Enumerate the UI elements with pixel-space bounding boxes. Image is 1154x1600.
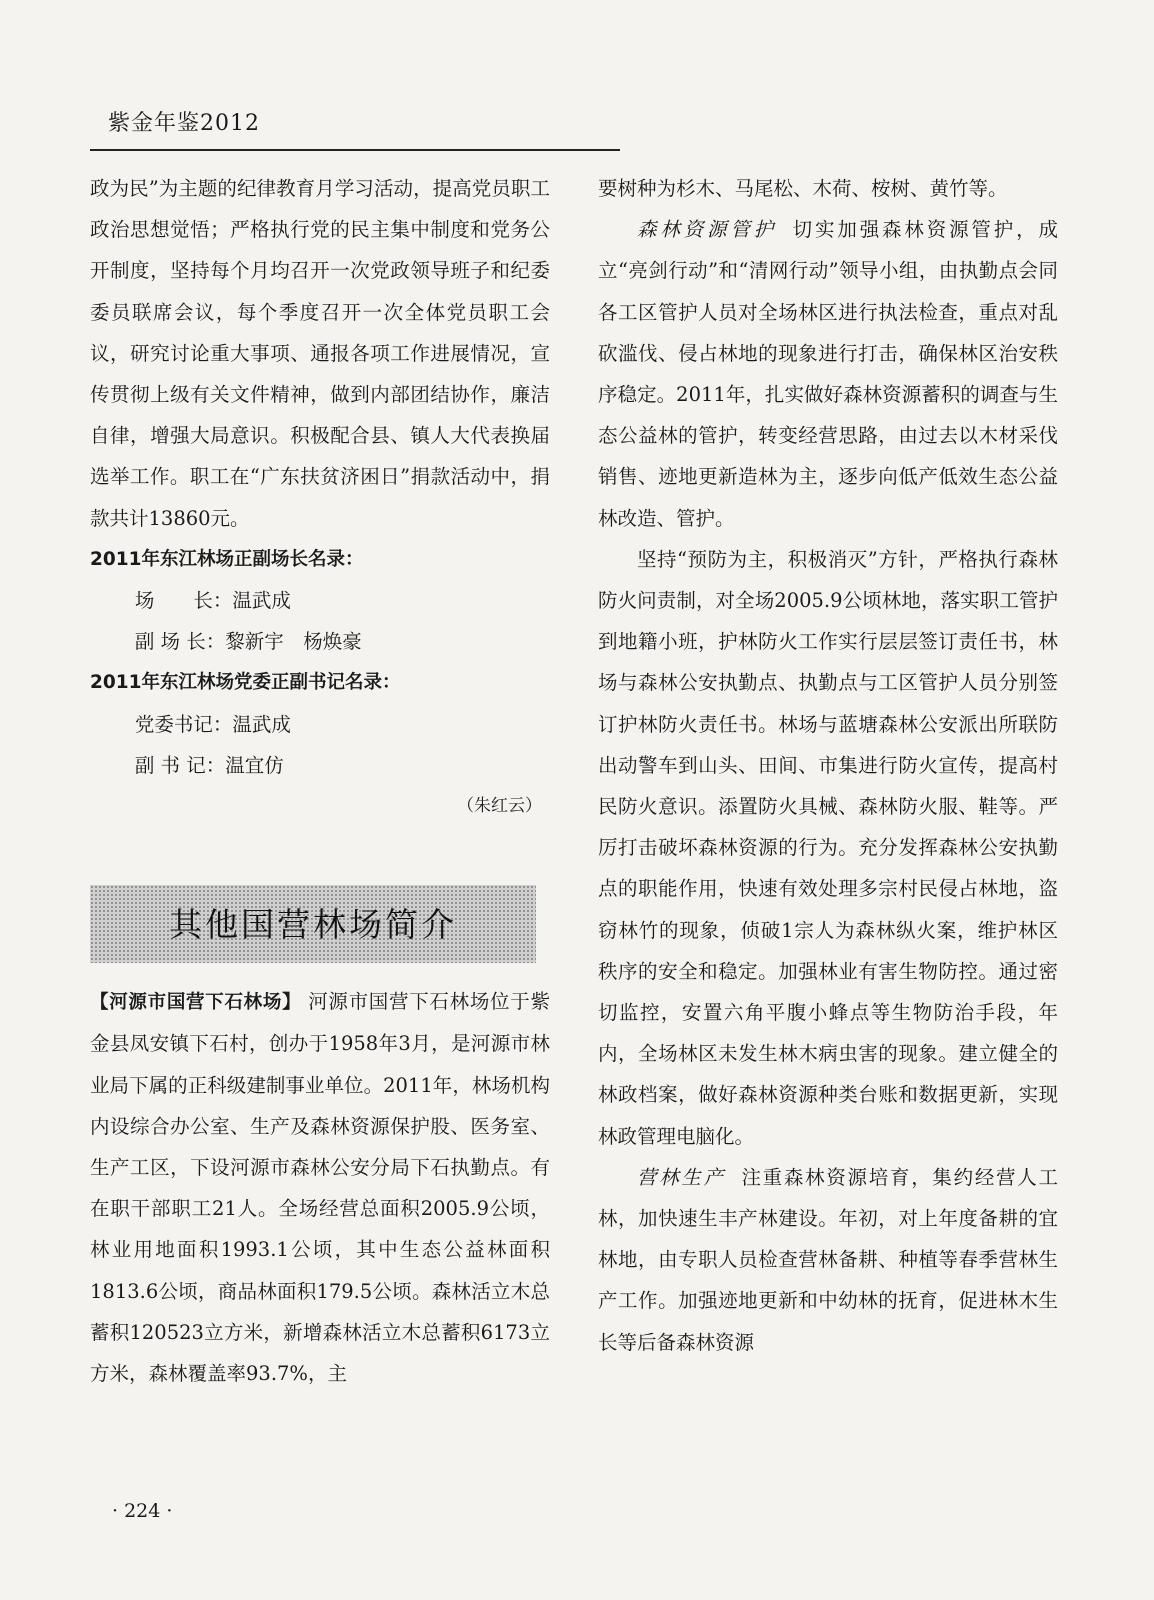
section-heading-silviculture: 营林生产 [637,1165,726,1189]
right-column [598,168,1058,1363]
secretary-line: 党委书记：温武成 [134,712,291,736]
paragraph-silviculture [598,1157,1058,1363]
director-line: 场 长：温武成 [134,589,291,613]
section-spacer [90,827,550,885]
left-column [90,168,550,1394]
secretaries-heading: 2011年东江林场党委正副书记名录： [90,672,401,694]
page-number: · 224 · [112,1500,173,1522]
deputy-director-line: 副 场 长：黎新宇 杨焕豪 [134,630,362,654]
deputy-secretary-line: 副 书 记：温宜仿 [134,753,284,777]
entry-heading: 【河源市国营下石林场】 [90,992,302,1014]
author-attribution: （朱红云） [457,796,542,817]
silviculture-text: 注重森林资源培育，集约经营人工林，加快速生丰产林建设。年初，对上年度备耕的宜林地，由专职人员检查营林备耕、种植等春季营林生产工作。加强迹地更新和中幼林的抚育，促进林木生长等后备森林资源 [598,1165,1058,1354]
running-head-title: 紫金年鉴2012 [108,111,260,136]
paragraph-fire-prevention: 坚持“预防为主，积极消灭”方针，严格执行森林防火问责制，对全场2005.9公顷林地，落实职工管护到地籍小班，护林防火工作实行层层签订责任书，林场与森林公安执勤点、执勤点与工区管护人员分别签订护林防火责任书。林场与蓝塘森林公安派出所联防出动警车到山头、田间、市集进行防火宣传，提高村民防火意识。添置防火具械、森林防火服、鞋等。严厉打击破坏森林资源的行为。充分发挥森林公安执勤点的职能作用，快速有效处理多宗村民侵占林地，盗窃林竹的现象，侦破1宗人为森林纵火案，维护林区秩序的安全和稳定。加强林业有害生物防控。通过密切监控，安置六角平腹小蜂点等生物防治手段，年内，全场林区未发生林木病虫害的现象。建立健全的林政档案，做好森林资源种类台账和数据更新，实现林政管理电脑化。 [598,547,1058,1148]
section-heading-protection: 森林资源管护 [637,218,778,242]
directors-heading: 2011年东江林场正副场长名录： [90,548,364,570]
section-banner [90,885,536,963]
protection-text: 切实加强森林资源管护，成立“亮剑行动”和“清网行动”领导小组，由执勤点会同各工区管护人员对全场林区进行执法检查，重点对乱砍滥伐、侵占林地的现象进行打击，确保林区治安秩序稳定。2011年，扎实做好森林资源蓄积的调查与生态公益林的管护，转变经营思路，由过去以木材采伐销售、迹地更新造林为主，逐步向低产低效生态公益林改造、管护。 [598,218,1058,530]
paragraph-discipline: 政为民”为主题的纪律教育月学习活动，提高党员职工政治思想觉悟；严格执行党的民主集中制度和党务公开制度，坚持每个月均召开一次党政领导班子和纪委委员联席会议，每个季度召开一次全体党员职工会议，研究讨论重大事项、通报各项工作进展情况，宣传贯彻上级有关文件精神，做到内部团结协作，廉洁自律，增强大局意识。积极配合县、镇人大代表换届选举工作。职工在“广东扶贫济困日”捐款活动中，捐款共计13860元。 [90,177,550,530]
paragraph-forest-protection [598,209,1058,539]
paragraph-tree-species: 要树种为杉木、马尾松、木荷、桉树、黄竹等。 [598,177,1008,200]
header-rule [90,149,620,151]
banner-title: 其他国营林场简介 [169,904,457,944]
entry-text: 河源市国营下石林场位于紫金县凤安镇下石村，创办于1958年3月，是河源市林业局下属的正科级建制事业单位。2011年，林场机构内设综合办公室、生产及森林资源保护股、医务室、生产工区，下设河源市森林公安分局下石执勤点。有在职干部职工21人。全场经营总面积2005.9公顷，林业用地面积1993.1公顷，其中生态公益林面积1813.6公顷，商品林面积179.5公顷。森林活立木总蓄积120523立方米，新增森林活立木总蓄积6173立方米，森林覆盖率93.7%，主 [90,990,550,1386]
paragraph-xiashi-forest-farm [90,981,550,1394]
